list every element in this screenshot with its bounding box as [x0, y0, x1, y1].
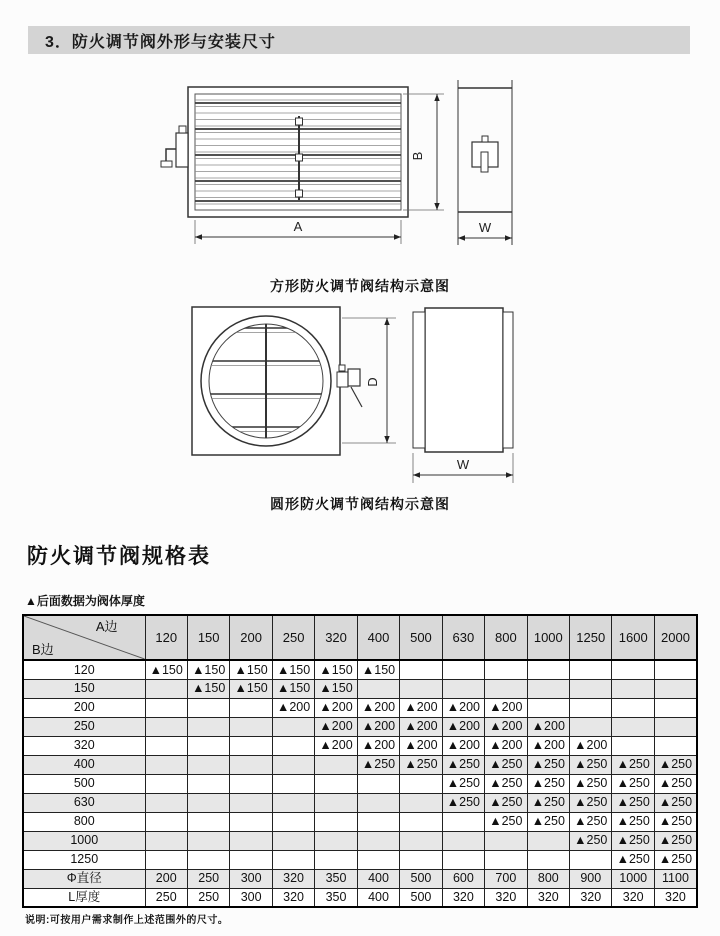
spec-cell: [272, 831, 314, 850]
spec-cell: [527, 660, 569, 679]
round-damper-diagram: [150, 295, 550, 490]
spec-cell: 800: [527, 869, 569, 888]
table-row: [23, 679, 697, 698]
spec-cell: ▲250: [612, 774, 654, 793]
spec-cell: ▲250: [570, 755, 612, 774]
spec-cell: 250: [187, 869, 229, 888]
spec-cell: [230, 736, 272, 755]
spec-cell: 320: [527, 888, 569, 907]
spec-cell: 300: [230, 869, 272, 888]
spec-cell: [527, 698, 569, 717]
spec-cell: [400, 850, 442, 869]
header-row: [23, 615, 697, 660]
spec-cell: ▲250: [654, 793, 697, 812]
spec-cell: [315, 774, 357, 793]
spec-cell: ▲200: [527, 717, 569, 736]
spec-cell: [187, 755, 229, 774]
spec-cell: ▲250: [485, 812, 527, 831]
spec-cell: 250: [187, 888, 229, 907]
manual-handle: [161, 126, 188, 167]
dimension-B: [403, 94, 444, 210]
spec-cell: [145, 698, 187, 717]
spec-cell: ▲200: [527, 736, 569, 755]
spec-cell: [612, 717, 654, 736]
spec-cell: 320: [485, 888, 527, 907]
spec-cell: 320: [272, 888, 314, 907]
spec-cell: 350: [315, 869, 357, 888]
column-header: 200: [230, 615, 272, 660]
row-label: 800: [23, 812, 145, 831]
table-row: [23, 869, 697, 888]
spec-cell: ▲250: [400, 755, 442, 774]
spec-cell: [145, 774, 187, 793]
spec-cell: ▲250: [570, 812, 612, 831]
spec-cell: [442, 679, 484, 698]
spec-cell: [357, 850, 399, 869]
spec-table-note: ▲后面数据为阀体厚度: [25, 594, 145, 608]
spec-cell: ▲150: [230, 660, 272, 679]
spec-cell: 200: [145, 869, 187, 888]
spec-cell: ▲200: [315, 698, 357, 717]
spec-cell: [272, 793, 314, 812]
spec-cell: ▲250: [527, 812, 569, 831]
table-row: [23, 831, 697, 850]
column-header: 630: [442, 615, 484, 660]
spec-cell: ▲150: [187, 660, 229, 679]
spec-table: [22, 614, 698, 908]
spec-cell: [230, 755, 272, 774]
spec-cell: ▲250: [612, 793, 654, 812]
spec-cell: [485, 679, 527, 698]
row-label: 320: [23, 736, 145, 755]
spec-cell: 500: [400, 888, 442, 907]
spec-cell: [527, 831, 569, 850]
spec-cell: [400, 831, 442, 850]
spec-cell: 600: [442, 869, 484, 888]
row-label: 250: [23, 717, 145, 736]
column-header: 1250: [570, 615, 612, 660]
spec-cell: ▲150: [187, 679, 229, 698]
spec-cell: [357, 812, 399, 831]
column-header: 400: [357, 615, 399, 660]
spec-cell: ▲250: [357, 755, 399, 774]
spec-cell: [654, 679, 697, 698]
spec-cell: [145, 736, 187, 755]
spec-cell: ▲250: [612, 831, 654, 850]
spec-cell: [272, 812, 314, 831]
spec-cell: ▲250: [570, 793, 612, 812]
spec-cell: ▲200: [570, 736, 612, 755]
spec-cell: [145, 812, 187, 831]
spec-cell: [187, 812, 229, 831]
spec-cell: ▲200: [485, 698, 527, 717]
round-damper-caption: 圆形防火调节阀结构示意图: [270, 496, 450, 512]
spec-cell: [187, 698, 229, 717]
dimension-W-round: [413, 453, 513, 483]
spec-cell: [230, 793, 272, 812]
spec-cell: [400, 793, 442, 812]
spec-cell: 320: [612, 888, 654, 907]
spec-cell: [400, 679, 442, 698]
spec-cell: [272, 717, 314, 736]
spec-cell: [187, 736, 229, 755]
spec-cell: [315, 755, 357, 774]
round-damper-front-view: [190, 307, 362, 455]
spec-cell: [400, 812, 442, 831]
spec-cell: 400: [357, 869, 399, 888]
spec-cell: [187, 793, 229, 812]
spec-cell: [612, 679, 654, 698]
spec-cell: ▲200: [442, 698, 484, 717]
spec-cell: ▲250: [442, 774, 484, 793]
row-label: 120: [23, 660, 145, 679]
dimension-D-label: D: [365, 377, 380, 387]
spec-cell: [357, 679, 399, 698]
spec-cell: ▲250: [527, 793, 569, 812]
spec-cell: [527, 679, 569, 698]
spec-cell: [527, 850, 569, 869]
spec-cell: ▲200: [400, 717, 442, 736]
column-header: 150: [187, 615, 229, 660]
spec-cell: [612, 698, 654, 717]
spec-cell: [145, 717, 187, 736]
table-row: [23, 698, 697, 717]
spec-cell: ▲250: [654, 774, 697, 793]
spec-cell: ▲200: [357, 717, 399, 736]
spec-cell: [145, 850, 187, 869]
row-label: 400: [23, 755, 145, 774]
row-label: 150: [23, 679, 145, 698]
table-row: [23, 850, 697, 869]
spec-cell: [485, 850, 527, 869]
spec-cell: 700: [485, 869, 527, 888]
table-row: [23, 793, 697, 812]
spec-cell: ▲250: [654, 850, 697, 869]
spec-cell: ▲250: [570, 831, 612, 850]
spec-cell: [230, 812, 272, 831]
spec-cell: ▲250: [654, 755, 697, 774]
flange-left: [413, 312, 425, 448]
spec-cell: ▲200: [272, 698, 314, 717]
spec-cell: ▲200: [442, 736, 484, 755]
spec-cell: [442, 812, 484, 831]
row-label: 200: [23, 698, 145, 717]
spec-cell: [145, 755, 187, 774]
spec-cell: ▲250: [442, 755, 484, 774]
spec-cell: [442, 850, 484, 869]
spec-cell: 900: [570, 869, 612, 888]
spec-cell: [357, 774, 399, 793]
spec-cell: ▲250: [485, 774, 527, 793]
spec-cell: [357, 831, 399, 850]
spec-cell: 320: [272, 869, 314, 888]
table-row: [23, 755, 697, 774]
spec-cell: ▲150: [315, 660, 357, 679]
spec-cell: 250: [145, 888, 187, 907]
dimension-W-square: [458, 220, 512, 241]
row-label: 500: [23, 774, 145, 793]
spec-cell: [485, 831, 527, 850]
spec-cell: [187, 831, 229, 850]
table-row: [23, 660, 697, 679]
dimension-A-label: A: [293, 219, 303, 234]
column-header: 120: [145, 615, 187, 660]
spec-cell: [315, 812, 357, 831]
spec-cell: [315, 850, 357, 869]
spec-cell: [187, 717, 229, 736]
spec-cell: ▲150: [272, 679, 314, 698]
spec-cell: [272, 850, 314, 869]
square-damper-diagram: [150, 70, 550, 250]
spec-cell: ▲250: [612, 812, 654, 831]
spec-cell: ▲200: [357, 736, 399, 755]
spec-cell: [145, 679, 187, 698]
spec-cell: [272, 755, 314, 774]
spec-cell: [570, 850, 612, 869]
spec-cell: ▲250: [485, 793, 527, 812]
table-row: [23, 774, 697, 793]
spec-cell: ▲200: [315, 736, 357, 755]
spec-cell: ▲200: [485, 717, 527, 736]
spec-cell: [570, 660, 612, 679]
column-header: 1000: [527, 615, 569, 660]
spec-cell: ▲250: [527, 755, 569, 774]
table-row: [23, 812, 697, 831]
spec-cell: ▲250: [485, 755, 527, 774]
spec-cell: [230, 717, 272, 736]
spec-cell: [145, 793, 187, 812]
spec-cell: ▲200: [400, 736, 442, 755]
spec-cell: ▲250: [442, 793, 484, 812]
corner-label-a-side: A边: [95, 619, 118, 634]
spec-table-title: 防火调节阀规格表: [27, 545, 211, 568]
spec-cell: [612, 660, 654, 679]
column-header: 250: [272, 615, 314, 660]
spec-cell: 1100: [654, 869, 697, 888]
column-header: 1600: [612, 615, 654, 660]
spec-cell: [485, 660, 527, 679]
square-damper-caption: 方形防火调节阀结构示意图: [270, 278, 450, 294]
spec-cell: [230, 698, 272, 717]
spec-cell: [357, 793, 399, 812]
dimension-W-round-label: W: [456, 457, 470, 472]
spec-cell: [145, 831, 187, 850]
spec-cell: [315, 793, 357, 812]
square-damper-front-view: [161, 87, 408, 217]
spec-cell: 500: [400, 869, 442, 888]
spec-cell: [570, 698, 612, 717]
spec-cell: ▲250: [527, 774, 569, 793]
row-label: 630: [23, 793, 145, 812]
spec-cell: 350: [315, 888, 357, 907]
table-row: [23, 717, 697, 736]
footer-note: 说明:可按用户需求制作上述范围外的尺寸。: [25, 915, 229, 926]
spec-cell: [315, 831, 357, 850]
spec-cell: [400, 774, 442, 793]
spec-cell: [400, 660, 442, 679]
spec-cell: 400: [357, 888, 399, 907]
spec-cell: 300: [230, 888, 272, 907]
table-row: [23, 736, 697, 755]
spec-cell: ▲250: [654, 831, 697, 850]
spec-cell: [272, 736, 314, 755]
spec-cell: [654, 660, 697, 679]
spec-cell: ▲200: [357, 698, 399, 717]
round-damper-side-view: [413, 308, 513, 452]
spec-cell: ▲150: [315, 679, 357, 698]
column-header: 500: [400, 615, 442, 660]
spec-cell: ▲250: [654, 812, 697, 831]
spec-cell: ▲250: [612, 755, 654, 774]
spec-cell: ▲200: [485, 736, 527, 755]
spec-cell: 320: [442, 888, 484, 907]
spec-cell: 320: [654, 888, 697, 907]
spec-cell: ▲150: [145, 660, 187, 679]
spec-cell: 320: [570, 888, 612, 907]
spec-cell: [230, 850, 272, 869]
spec-cell: ▲250: [570, 774, 612, 793]
spec-cell: ▲200: [400, 698, 442, 717]
row-label: 1250: [23, 850, 145, 869]
spec-cell: ▲150: [357, 660, 399, 679]
spec-cell: [272, 774, 314, 793]
column-header: 800: [485, 615, 527, 660]
section-header-bar: [28, 26, 690, 54]
column-header: 320: [315, 615, 357, 660]
spec-cell: ▲250: [612, 850, 654, 869]
spec-cell: ▲200: [442, 717, 484, 736]
flange-right: [503, 312, 513, 448]
spec-cell: [442, 660, 484, 679]
spec-cell: [187, 850, 229, 869]
table-row: [23, 888, 697, 907]
spec-cell: [654, 717, 697, 736]
row-label: 1000: [23, 831, 145, 850]
spec-cell: 1000: [612, 869, 654, 888]
spec-cell: [230, 774, 272, 793]
row-label: Φ直径: [23, 869, 145, 888]
dimension-W-square-label: W: [478, 220, 492, 235]
column-header: 2000: [654, 615, 697, 660]
row-label: L厚度: [23, 888, 145, 907]
spec-cell: ▲150: [230, 679, 272, 698]
dimension-A: [195, 219, 401, 244]
dimension-B-label: B: [410, 151, 425, 161]
spec-cell: [612, 736, 654, 755]
spec-cell: ▲150: [272, 660, 314, 679]
spec-cell: [570, 717, 612, 736]
spec-cell: ▲200: [315, 717, 357, 736]
spec-cell: [187, 774, 229, 793]
spec-cell: [570, 679, 612, 698]
corner-label-b-side: B边: [32, 642, 54, 657]
spec-cell: [654, 736, 697, 755]
spec-cell: [442, 831, 484, 850]
section-title: 3．防火调节阀外形与安装尺寸: [45, 33, 276, 51]
spec-cell: [654, 698, 697, 717]
table-corner-cell: [23, 615, 145, 660]
spec-cell: [230, 831, 272, 850]
